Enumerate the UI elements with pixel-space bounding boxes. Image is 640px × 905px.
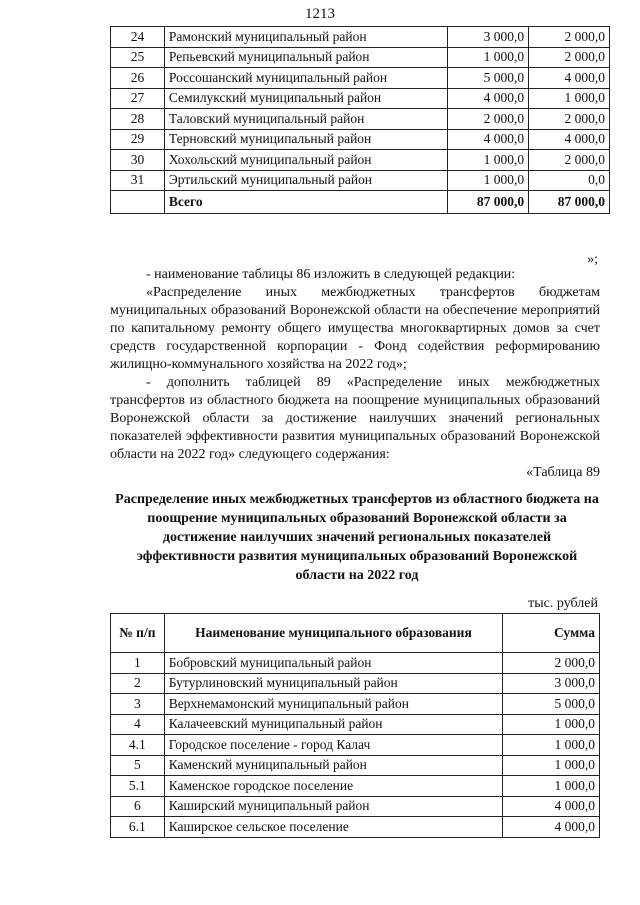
row-number: 27	[111, 88, 165, 109]
table-row	[111, 776, 600, 797]
row-number: 29	[111, 129, 165, 150]
row-value-a: 1 000,0	[448, 170, 529, 191]
table-89-title: Распределение иных межбюджетных трансфертов из областного бюджета на поощрение муниципальных образований Воронежской области за достижение наилучших значений региональных показателей эффективности развития муниципальных образований Воронежской области на 2022 год	[115, 492, 599, 583]
table-86-continuation	[110, 26, 610, 214]
units-label: тыс. рублей	[528, 596, 598, 611]
table-row	[111, 735, 600, 756]
header-name: Наименование муниципального образования	[164, 614, 502, 653]
row-name: Каменское городское поселение	[164, 776, 502, 797]
table-row	[111, 47, 610, 68]
table-row	[111, 88, 610, 109]
row-number: 2	[111, 673, 165, 694]
row-sum: 1 000,0	[503, 735, 600, 756]
total-empty-cell	[111, 191, 165, 214]
table-row	[111, 170, 610, 191]
row-name: Россошанский муниципальный район	[164, 68, 447, 89]
row-value-b: 4 000,0	[529, 68, 610, 89]
row-name: Хохольский муниципальный район	[164, 150, 447, 171]
row-name: Рамонский муниципальный район	[164, 27, 447, 48]
row-value-a: 5 000,0	[448, 68, 529, 89]
total-value-a: 87 000,0	[448, 191, 529, 214]
paragraph-3: - дополнить таблицей 89 «Распределение иных межбюджетных трансфертов из областного бюджета на поощрение муниципальных образований Воронежской области за достижение наилучших значений региональных показателей эффективности развития муниципальных образований Воронежской области на 2022 год» следующего содержания:	[110, 375, 600, 462]
row-sum: 5 000,0	[503, 694, 600, 715]
row-sum: 4 000,0	[503, 796, 600, 817]
row-value-b: 2 000,0	[529, 150, 610, 171]
row-number: 5	[111, 755, 165, 776]
row-value-b: 2 000,0	[529, 109, 610, 130]
table-row	[111, 27, 610, 48]
header-no: № п/п	[111, 614, 165, 653]
table-row	[111, 694, 600, 715]
row-value-b: 4 000,0	[529, 129, 610, 150]
table-89-label: «Таблица 89	[526, 465, 600, 480]
row-value-a: 1 000,0	[448, 150, 529, 171]
table-row	[111, 653, 600, 674]
table-row	[111, 109, 610, 130]
table-row	[111, 714, 600, 735]
row-value-b: 2 000,0	[529, 27, 610, 48]
row-name: Каширское сельское поселение	[164, 817, 502, 838]
row-number: 30	[111, 150, 165, 171]
row-name: Каменский муниципальный район	[164, 755, 502, 776]
total-value-b: 87 000,0	[529, 191, 610, 214]
row-value-b: 0,0	[529, 170, 610, 191]
row-number: 6.1	[111, 817, 165, 838]
row-name: Каширский муниципальный район	[164, 796, 502, 817]
amendment-text	[110, 266, 600, 482]
row-name: Семилукский муниципальный район	[164, 88, 447, 109]
table-closing-mark: »;	[587, 252, 598, 267]
row-name: Таловский муниципальный район	[164, 109, 447, 130]
table-row	[111, 755, 600, 776]
page-number: 1213	[305, 6, 335, 22]
row-number: 4.1	[111, 735, 165, 756]
row-value-b: 1 000,0	[529, 88, 610, 109]
row-number: 5.1	[111, 776, 165, 797]
row-name: Городское поселение - город Калач	[164, 735, 502, 756]
table-row	[111, 796, 600, 817]
table-row	[111, 817, 600, 838]
row-number: 3	[111, 694, 165, 715]
row-sum: 4 000,0	[503, 817, 600, 838]
paragraph-1: - наименование таблицы 86 изложить в следующей редакции:	[146, 267, 516, 282]
row-name: Бобровский муниципальный район	[164, 653, 502, 674]
table-header-row	[111, 614, 600, 653]
row-number: 6	[111, 796, 165, 817]
table-row	[111, 68, 610, 89]
row-number: 28	[111, 109, 165, 130]
row-number: 4	[111, 714, 165, 735]
row-sum: 1 000,0	[503, 714, 600, 735]
row-sum: 1 000,0	[503, 755, 600, 776]
row-name: Репьевский муниципальный район	[164, 47, 447, 68]
row-number: 31	[111, 170, 165, 191]
row-value-a: 1 000,0	[448, 47, 529, 68]
row-value-a: 4 000,0	[448, 88, 529, 109]
row-sum: 1 000,0	[503, 776, 600, 797]
row-name: Эртильский муниципальный район	[164, 170, 447, 191]
table-row	[111, 129, 610, 150]
row-name: Терновский муниципальный район	[164, 129, 447, 150]
header-sum: Сумма	[503, 614, 600, 653]
row-number: 1	[111, 653, 165, 674]
row-sum: 3 000,0	[503, 673, 600, 694]
row-sum: 2 000,0	[503, 653, 600, 674]
table-89	[110, 613, 600, 838]
row-number: 24	[111, 27, 165, 48]
row-name: Бутурлиновский муниципальный район	[164, 673, 502, 694]
table-row	[111, 673, 600, 694]
row-number: 26	[111, 68, 165, 89]
row-value-a: 3 000,0	[448, 27, 529, 48]
table-row	[111, 150, 610, 171]
row-name: Калачеевский муниципальный район	[164, 714, 502, 735]
total-label: Всего	[164, 191, 447, 214]
row-number: 25	[111, 47, 165, 68]
row-value-b: 2 000,0	[529, 47, 610, 68]
row-value-a: 2 000,0	[448, 109, 529, 130]
row-name: Верхнемамонский муниципальный район	[164, 694, 502, 715]
total-row	[111, 191, 610, 214]
row-value-a: 4 000,0	[448, 129, 529, 150]
paragraph-2: «Распределение иных межбюджетных трансфертов бюджетам муниципальных образований Воронежской области на обеспечение мероприятий по капитальному ремонту общего имущества многоквартирных домов за счет средств государственной корпорации - Фонд содействия реформированию жилищно-коммунального хозяйства на 2022 год»;	[110, 285, 600, 372]
